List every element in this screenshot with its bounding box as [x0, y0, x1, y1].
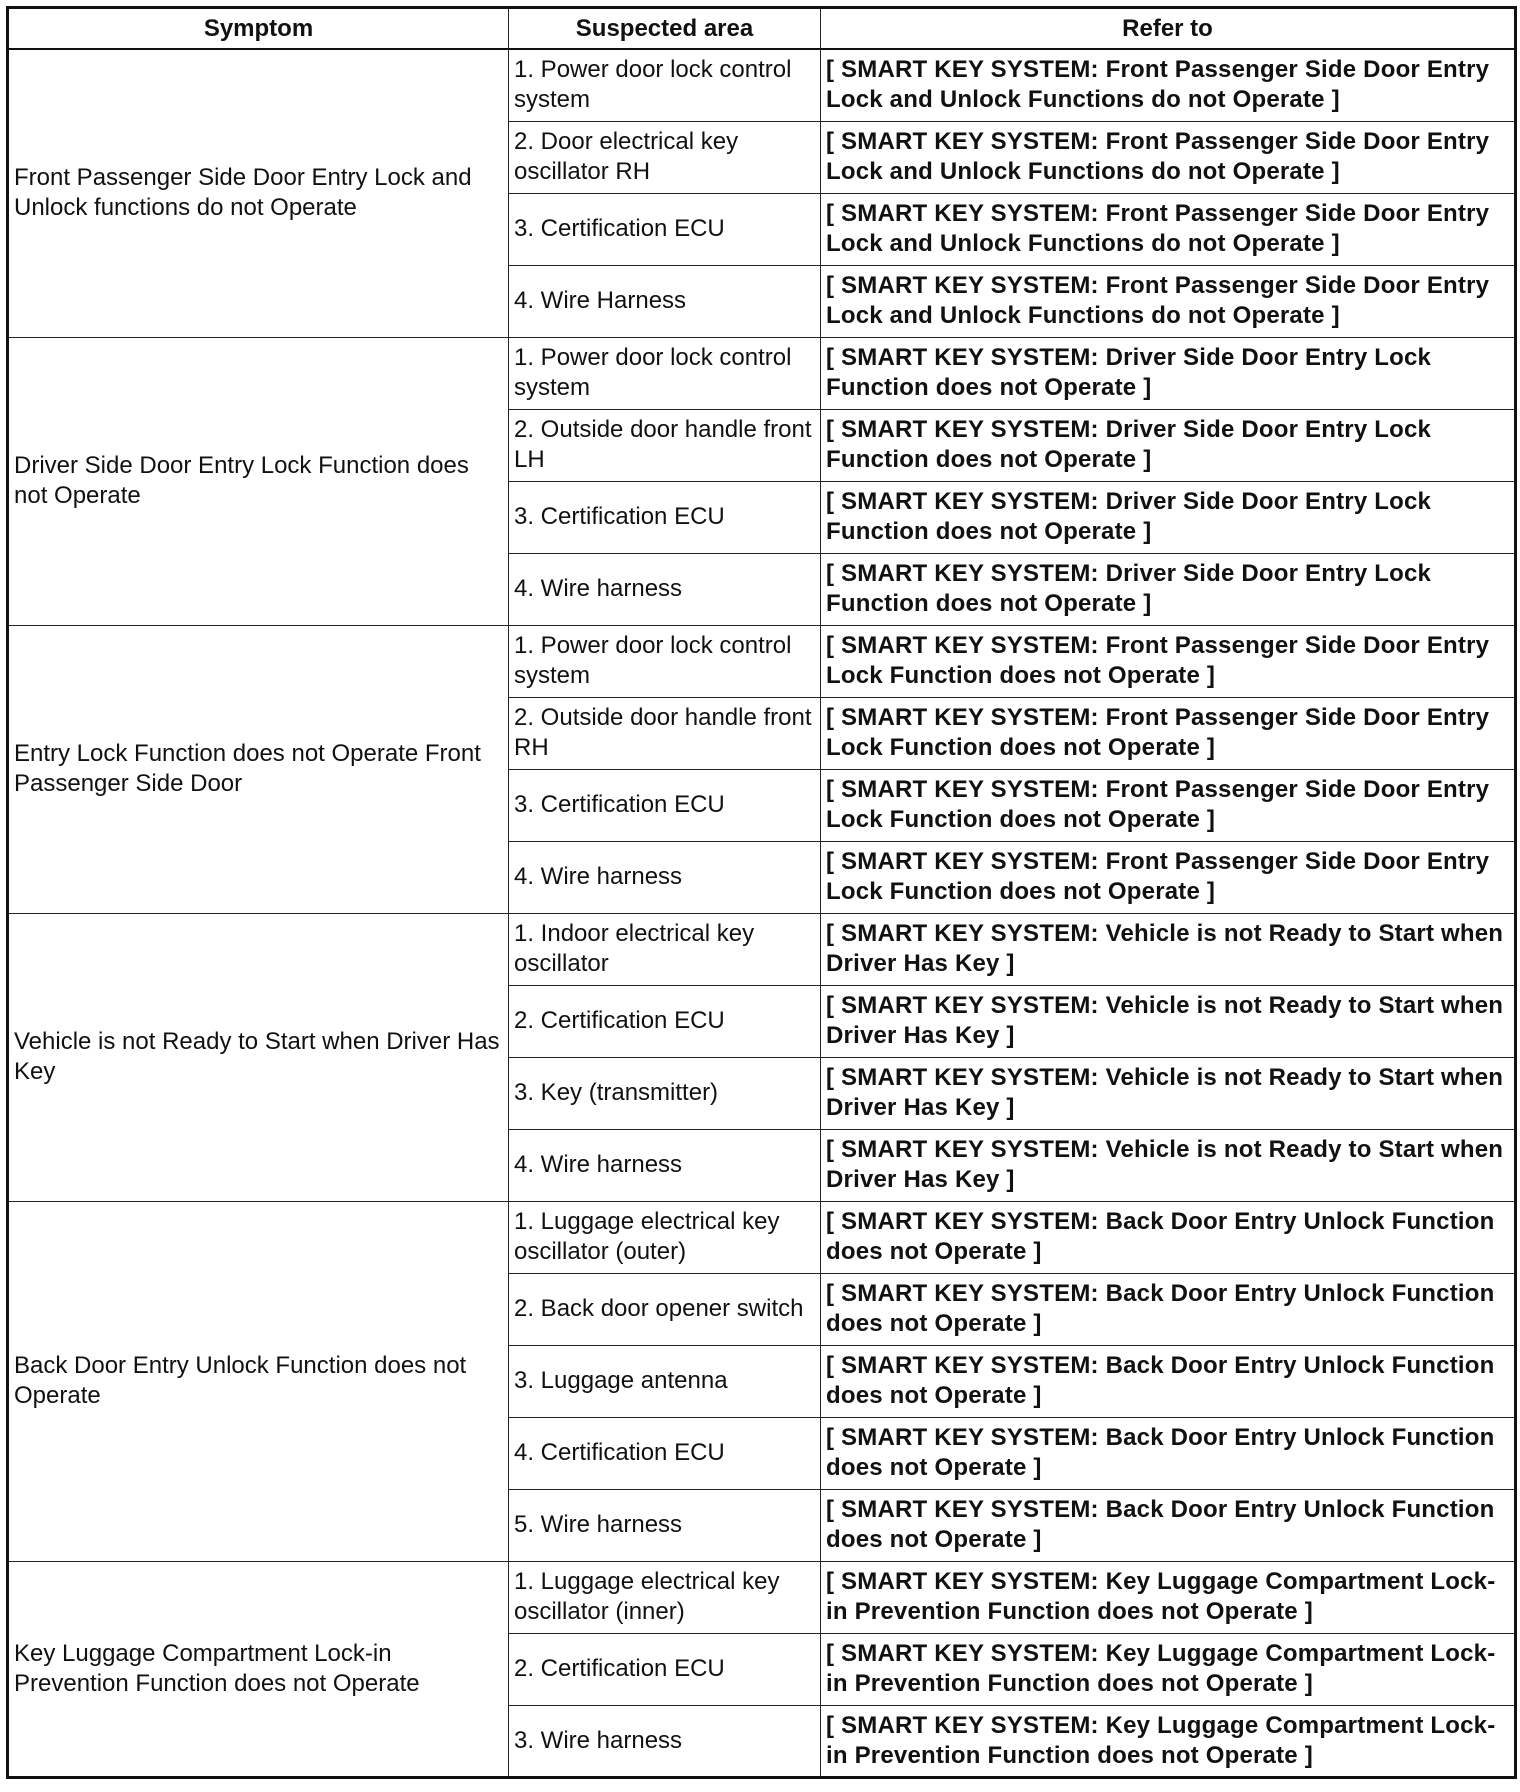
- refer-to-link[interactable]: [ SMART KEY SYSTEM: Front Passenger Side Door Entry Lock and Unlock Functions do not Operate ]: [821, 193, 1516, 265]
- refer-to-link[interactable]: [ SMART KEY SYSTEM: Key Luggage Compartment Lock-in Prevention Function does not Operate ]: [821, 1633, 1516, 1705]
- suspected-area-cell: 2. Outside door handle front LH: [509, 409, 821, 481]
- symptom-cell: Back Door Entry Unlock Function does not Operate: [8, 1201, 509, 1561]
- refer-to-link[interactable]: [ SMART KEY SYSTEM: Front Passenger Side Door Entry Lock and Unlock Functions do not Operate ]: [821, 49, 1516, 121]
- refer-to-link[interactable]: [ SMART KEY SYSTEM: Back Door Entry Unlock Function does not Operate ]: [821, 1417, 1516, 1489]
- table-header: [8, 8, 1516, 50]
- suspected-area-cell: 3. Wire harness: [509, 1705, 821, 1777]
- suspected-area-cell: 2. Door electrical key oscillator RH: [509, 121, 821, 193]
- suspected-area-cell: 2. Certification ECU: [509, 985, 821, 1057]
- refer-to-link[interactable]: [ SMART KEY SYSTEM: Front Passenger Side Door Entry Lock Function does not Operate ]: [821, 625, 1516, 697]
- refer-to-link[interactable]: [ SMART KEY SYSTEM: Front Passenger Side Door Entry Lock and Unlock Functions do not Operate ]: [821, 121, 1516, 193]
- suspected-area-cell: 2. Back door opener switch: [509, 1273, 821, 1345]
- suspected-area-cell: 5. Wire harness: [509, 1489, 821, 1561]
- refer-to-link[interactable]: [ SMART KEY SYSTEM: Back Door Entry Unlock Function does not Operate ]: [821, 1489, 1516, 1561]
- refer-to-link[interactable]: [ SMART KEY SYSTEM: Back Door Entry Unlock Function does not Operate ]: [821, 1201, 1516, 1273]
- suspected-area-cell: 3. Key (transmitter): [509, 1057, 821, 1129]
- suspected-area-cell: 4. Certification ECU: [509, 1417, 821, 1489]
- header-suspected-area: Suspected area: [509, 8, 821, 50]
- refer-to-link[interactable]: [ SMART KEY SYSTEM: Vehicle is not Ready to Start when Driver Has Key ]: [821, 1057, 1516, 1129]
- refer-to-link[interactable]: [ SMART KEY SYSTEM: Vehicle is not Ready to Start when Driver Has Key ]: [821, 985, 1516, 1057]
- suspected-area-cell: 1. Power door lock control system: [509, 49, 821, 121]
- suspected-area-cell: 2. Outside door handle front RH: [509, 697, 821, 769]
- refer-to-link[interactable]: [ SMART KEY SYSTEM: Driver Side Door Entry Lock Function does not Operate ]: [821, 337, 1516, 409]
- refer-to-link[interactable]: [ SMART KEY SYSTEM: Front Passenger Side Door Entry Lock Function does not Operate ]: [821, 697, 1516, 769]
- suspected-area-cell: 4. Wire harness: [509, 1129, 821, 1201]
- table-row: [8, 1561, 1516, 1633]
- symptom-cell: Vehicle is not Ready to Start when Driver Has Key: [8, 913, 509, 1201]
- refer-to-link[interactable]: [ SMART KEY SYSTEM: Key Luggage Compartment Lock-in Prevention Function does not Operate ]: [821, 1561, 1516, 1633]
- suspected-area-cell: 1. Luggage electrical key oscillator (inner): [509, 1561, 821, 1633]
- refer-to-link[interactable]: [ SMART KEY SYSTEM: Front Passenger Side Door Entry Lock Function does not Operate ]: [821, 769, 1516, 841]
- refer-to-link[interactable]: [ SMART KEY SYSTEM: Front Passenger Side Door Entry Lock and Unlock Functions do not Operate ]: [821, 265, 1516, 337]
- table-row: [8, 913, 1516, 985]
- table-body: [8, 49, 1516, 1777]
- symptom-cell: Driver Side Door Entry Lock Function does not Operate: [8, 337, 509, 625]
- header-symptom: Symptom: [8, 8, 509, 50]
- refer-to-link[interactable]: [ SMART KEY SYSTEM: Vehicle is not Ready to Start when Driver Has Key ]: [821, 1129, 1516, 1201]
- suspected-area-cell: 4. Wire harness: [509, 553, 821, 625]
- table-row: [8, 49, 1516, 121]
- suspected-area-cell: 4. Wire Harness: [509, 265, 821, 337]
- troubleshooting-table-container: [6, 6, 1514, 1779]
- suspected-area-cell: 1. Luggage electrical key oscillator (outer): [509, 1201, 821, 1273]
- table-row: [8, 1201, 1516, 1273]
- refer-to-link[interactable]: [ SMART KEY SYSTEM: Key Luggage Compartment Lock-in Prevention Function does not Operate ]: [821, 1705, 1516, 1777]
- refer-to-link[interactable]: [ SMART KEY SYSTEM: Back Door Entry Unlock Function does not Operate ]: [821, 1345, 1516, 1417]
- symptom-cell: Entry Lock Function does not Operate Front Passenger Side Door: [8, 625, 509, 913]
- suspected-area-cell: 3. Certification ECU: [509, 481, 821, 553]
- header-refer-to: Refer to: [821, 8, 1516, 50]
- refer-to-link[interactable]: [ SMART KEY SYSTEM: Driver Side Door Entry Lock Function does not Operate ]: [821, 409, 1516, 481]
- suspected-area-cell: 3. Certification ECU: [509, 193, 821, 265]
- table-row: [8, 337, 1516, 409]
- troubleshooting-table: [6, 6, 1517, 1779]
- suspected-area-cell: 2. Certification ECU: [509, 1633, 821, 1705]
- symptom-cell: Front Passenger Side Door Entry Lock and Unlock functions do not Operate: [8, 49, 509, 337]
- refer-to-link[interactable]: [ SMART KEY SYSTEM: Driver Side Door Entry Lock Function does not Operate ]: [821, 481, 1516, 553]
- suspected-area-cell: 1. Power door lock control system: [509, 337, 821, 409]
- symptom-cell: Key Luggage Compartment Lock-in Prevention Function does not Operate: [8, 1561, 509, 1777]
- suspected-area-cell: 1. Indoor electrical key oscillator: [509, 913, 821, 985]
- suspected-area-cell: 1. Power door lock control system: [509, 625, 821, 697]
- refer-to-link[interactable]: [ SMART KEY SYSTEM: Vehicle is not Ready to Start when Driver Has Key ]: [821, 913, 1516, 985]
- refer-to-link[interactable]: [ SMART KEY SYSTEM: Back Door Entry Unlock Function does not Operate ]: [821, 1273, 1516, 1345]
- table-row: [8, 625, 1516, 697]
- suspected-area-cell: 3. Luggage antenna: [509, 1345, 821, 1417]
- suspected-area-cell: 4. Wire harness: [509, 841, 821, 913]
- refer-to-link[interactable]: [ SMART KEY SYSTEM: Driver Side Door Entry Lock Function does not Operate ]: [821, 553, 1516, 625]
- refer-to-link[interactable]: [ SMART KEY SYSTEM: Front Passenger Side Door Entry Lock Function does not Operate ]: [821, 841, 1516, 913]
- suspected-area-cell: 3. Certification ECU: [509, 769, 821, 841]
